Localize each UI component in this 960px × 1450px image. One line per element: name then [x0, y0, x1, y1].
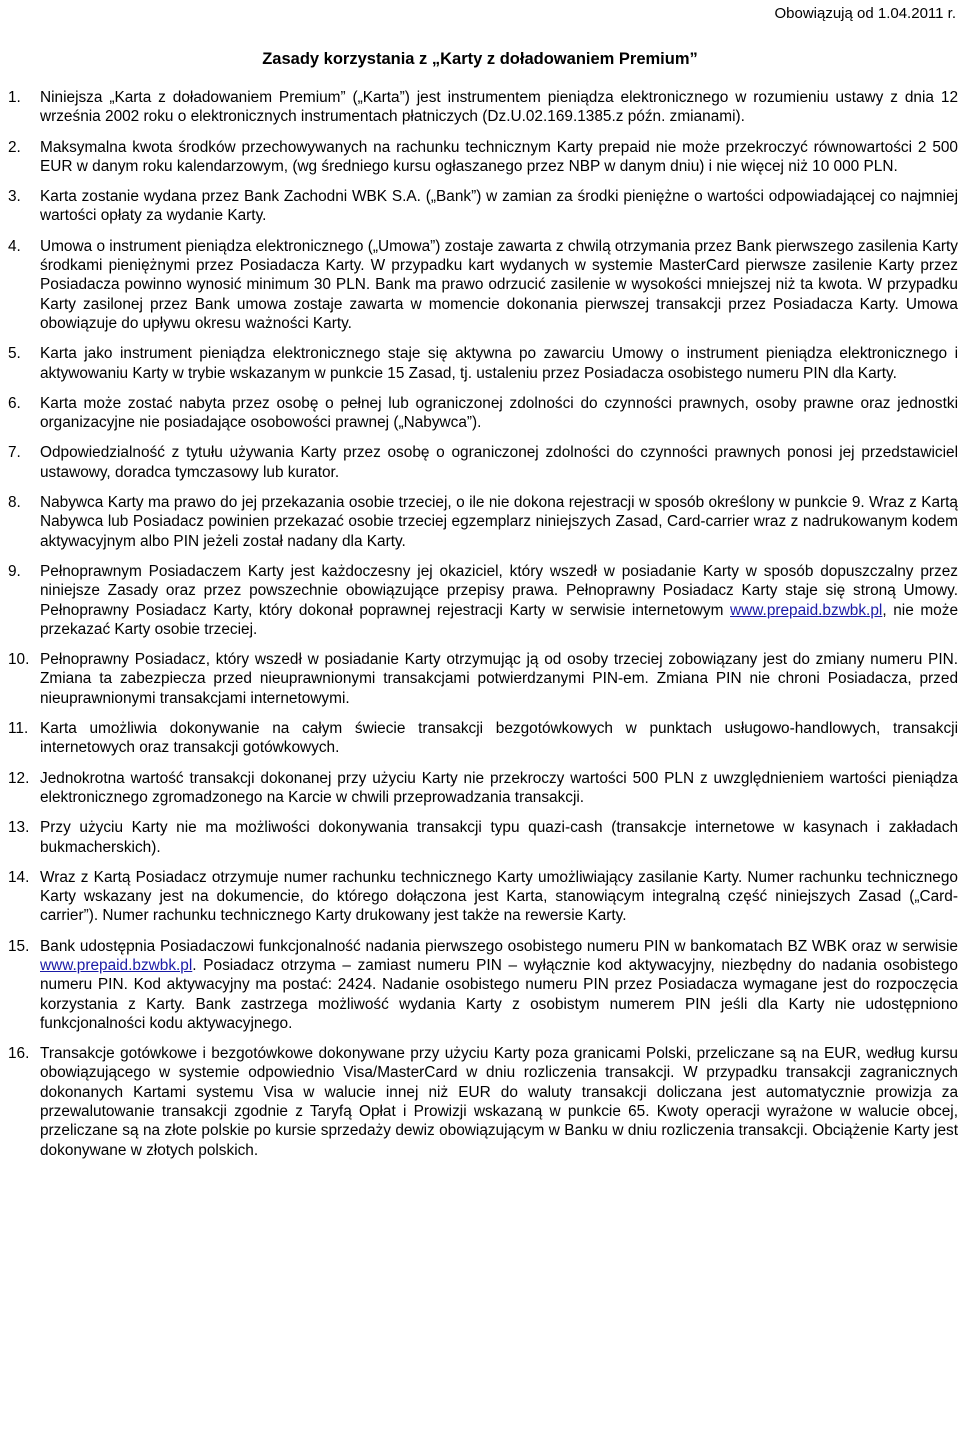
item-number: 10.	[8, 651, 30, 669]
item-text: Maksymalna kwota środków przechowywanych na rachunku technicznym Karty prepaid nie może przekroczyć równowartości 2 500 EUR w danym roku kalendarzowym, (wg średniego kursu ogłaszanego przez NBP w danym dniu) i nie więcej niż 10 000 PLN.	[40, 138, 958, 175]
list-item	[8, 937, 958, 1033]
list-item	[8, 650, 958, 708]
item-text: Jednokrotna wartość transakcji dokonanej przy użyciu Karty nie przekroczy wartości 500 PLN z uwzględnieniem wartości pieniądza elektronicznego zgromadzonego na Karcie w chwili przeprowadzania transakcji.	[40, 769, 958, 806]
item-text: Niniejsza „Karta z doładowaniem Premium” („Karta”) jest instrumentem pieniądza elektronicznego w rozumieniu ustawy z dnia 12 września 2002 roku o elektronicznych instrumentach płatniczych (Dz.U.02.169.1385.z późn. zmianami).	[40, 89, 958, 126]
list-item	[8, 868, 958, 926]
item-text: Nabywca Karty ma prawo do jej przekazania osobie trzeciej, o ile nie dokona rejestracji w sposób określony w punkcie 9. Wraz z Kartą Nabywca lub Posiadacz powinien przekazać osobie trzeciej egzemplarz niniejszych Zasad, Card-carrier wraz z nadrukowanym kodem aktywacyjnym albo PIN jeżeli został nadany dla Karty.	[40, 494, 958, 550]
item-text-after-link: . Posiadacz otrzyma – zamiast numeru PIN – wyłącznie kod aktywacyjny, niezbędny do nadania osobistego numeru PIN. Kod aktywacyjny ma postać: 2424. Nadanie osobistego numeru PIN przez Posiadacza wymagane jest do rozpoczęcia korzystania z Karty. Bank zastrzega możliwość wydania Karty z osobistym numerem PIN jeśli dla Karty nie udostępniono funkcjonalności kodu aktywacyjnego.	[40, 956, 958, 1032]
item-number: 15.	[8, 937, 30, 955]
item-number: 6.	[8, 394, 21, 412]
item-text: Odpowiedzialność z tytułu używania Karty przez osobę o ograniczonej zdolności do czynności prawnych ponosi jej przedstawiciel ustawowy, doradca tymczasowy lub kurator.	[40, 444, 958, 481]
item-number: 7.	[8, 444, 21, 462]
rules-list	[8, 88, 958, 1171]
list-item	[8, 818, 958, 857]
item-number: 14.	[8, 868, 30, 886]
item-number: 9.	[8, 562, 21, 580]
list-item	[8, 344, 958, 383]
list-item	[8, 719, 958, 758]
item-number: 5.	[8, 345, 21, 363]
list-item	[8, 394, 958, 433]
item-text: Transakcje gotówkowe i bezgotówkowe dokonywane przy użyciu Karty poza granicami Polski, przeliczane są na EUR, według kursu obowiązującego w systemie odpowiednio Visa/MasterCard w dniu rozliczenia transakcji. W przypadku transakcji zagranicznych dokonanych Kartami systemu Visa w walucie innej niż EUR do waluty transakcji doliczana jest automatycznie prowizja za przewalutowanie transakcji zgodnie z Taryfą Opłat i Prowizji wskazaną w punkcie 65. Kwoty operacji wyrażone w walucie obcej, przeliczane są na złote polskie po kursie sprzedaży dewiz obowiązującym w Banku w dniu rozliczenia transakcji. Obciążenie Karty jest dokonywane w złotych polskich.	[40, 1045, 958, 1159]
item-text: Karta jako instrument pieniądza elektronicznego staje się aktywna po zawarciu Umowy o instrument pieniądza elektronicznego i aktywowaniu Karty w trybie wskazanym w punkcie 15 Zasad, tj. ustaleniu przez Posiadacza osobistego numeru PIN dla Karty.	[40, 345, 958, 382]
item-number: 3.	[8, 188, 21, 206]
item-text: Karta może zostać nabyta przez osobę o pełnej lub ograniczonej zdolności do czynności prawnych, osoby prawne oraz jednostki organizacyjne nie posiadające osobowości prawnej („Nabywca”).	[40, 394, 958, 432]
list-item	[8, 88, 958, 127]
document-title: Zasady korzystania z „Karty z doładowaniem Premium”	[262, 50, 698, 68]
list-item	[8, 138, 958, 177]
item-number: 13.	[8, 819, 30, 837]
prepaid-website-link[interactable]: www.prepaid.bzwbk.pl	[730, 601, 883, 619]
item-text	[40, 562, 958, 639]
item-text-after-link: , nie może przekazać Karty osobie trzeciej.	[40, 601, 958, 638]
item-number: 1.	[8, 89, 21, 106]
list-item	[8, 493, 958, 551]
item-number: 8.	[8, 494, 21, 512]
item-number: 12.	[8, 769, 30, 787]
list-item	[8, 443, 958, 482]
item-number: 4.	[8, 237, 21, 255]
item-text: Wraz z Kartą Posiadacz otrzymuje numer rachunku technicznego Karty umożliwiający zasilanie Karty. Numer rachunku technicznego Karty wskazany jest na dokumencie, do którego dołączona jest Karta, stanowiącym integralną część niniejszych Zasad („Card-carrier”). Numer rachunku technicznego Karty drukowany jest także na rewersie Karty.	[40, 868, 958, 925]
list-item	[8, 187, 958, 226]
item-text-before-link: Pełnoprawnym Posiadaczem Karty jest każdoczesny jej okaziciel, który wszedł w posiadanie Karty w sposób dopuszczalny przez niniejsze Zasady oraz przez powszechnie obowiązujące przepisy prawa. Pełnoprawny Posiadacz Karty staje się stroną Umowy. Pełnoprawny Posiadacz Karty, który dokonał poprawnej rejestracji Karty w serwisie internetowym	[40, 562, 958, 619]
item-number: 16.	[8, 1045, 30, 1063]
item-text: Przy użyciu Karty nie ma możliwości dokonywania transakcji typu quazi-cash (transakcje internetowe w kasynach i zakładach bukmacherskich).	[40, 819, 958, 856]
item-text: Pełnoprawny Posiadacz, który wszedł w posiadanie Karty otrzymując ją od osoby trzeciej zobowiązany jest do zmiany numeru PIN. Zmiana ta zabezpiecza przed nieuprawnionymi transakcjami potwierdzanymi PIN-em. Zmiana PIN nie chroni Posiadacza, przed nieuprawnionymi transakcjami internetowymi.	[40, 651, 958, 707]
prepaid-website-link[interactable]: www.prepaid.bzwbk.pl	[40, 956, 193, 974]
item-text: Umowa o instrument pieniądza elektronicznego („Umowa”) zostaje zawarta z chwilą otrzymania przez Bank pierwszego zasilenia Karty środkami pieniężnymi przez Posiadacza Karty. W przypadku kart wydanych w systemie MasterCard pierwsze zasilenie Karty przez Posiadacza powinno wynosić minimum 30 PLN. Bank ma prawo odrzucić zasilenie w wysokości mniejszej niż ta kwota. W przypadku Karty zasilonej przez Bank umowa zostaje zawarta w momencie dokonania pierwszej transakcji przez Posiadacza Karty. Umowa obowiązuje do upływu okresu ważności Karty.	[40, 237, 958, 332]
list-item	[8, 237, 958, 333]
item-text: Karta zostanie wydana przez Bank Zachodni WBK S.A. („Bank”) w zamian za środki pieniężne o wartości odpowiadającej co najmniej wartości opłaty za wydanie Karty.	[40, 188, 958, 225]
item-number: 11.	[8, 720, 29, 738]
item-text: Karta umożliwia dokonywanie na całym świecie transakcji bezgotówkowych w punktach usługowo-handlowych, transakcji internetowych oraz transakcji gotówkowych.	[40, 720, 958, 757]
list-item	[8, 769, 958, 808]
list-item	[8, 1044, 958, 1160]
list-item	[8, 562, 958, 639]
item-number: 2.	[8, 138, 21, 156]
effective-date: Obowiązują od 1.04.2011 r.	[774, 5, 956, 22]
item-text	[40, 937, 958, 1033]
item-text-before-link: Bank udostępnia Posiadaczowi funkcjonalność nadania pierwszego osobistego numeru PIN w bankomatach BZ WBK oraz w serwisie	[40, 937, 958, 955]
